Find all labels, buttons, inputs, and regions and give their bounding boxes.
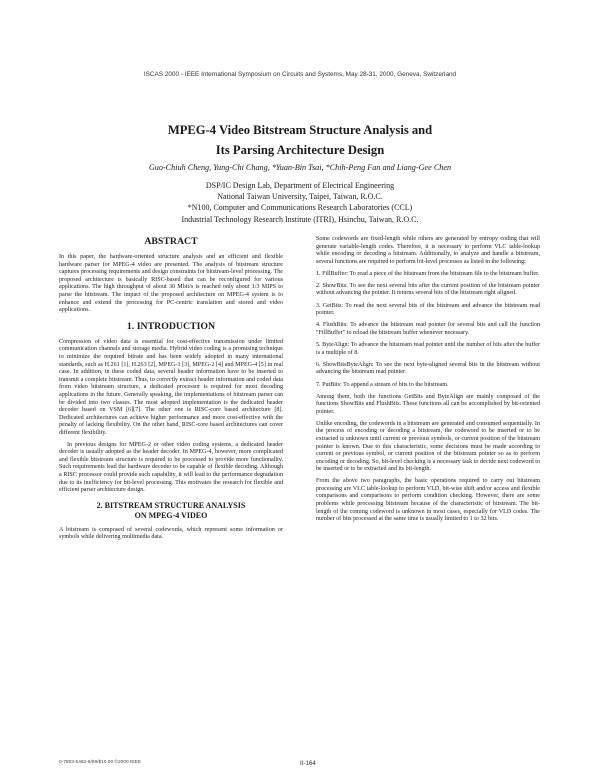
section-2-heading <box>59 501 283 521</box>
affiliation-line: National Taiwan University, Taipei, Taiwan, R.O.C. <box>217 192 383 202</box>
paper-title <box>0 120 600 160</box>
intro-paragraph: In previous designs for MPEG-2 or other video coding systems, a dedicated header decoder is usually adopted as the header decoder. In MPEG-4, however, more complicated and flexible bitstream structure is required to be processed to provide more functionality. Such requirements lead the hardware decoder to be capable of flexible decoding. Although a RISC processor could provide such capability, it will lead to the performance degradation due to its inefficiency for bit-level processing. This motivates the research for flexible and efficient parser architecture design. <box>59 441 283 494</box>
function-item-fillbuffer: 1. FillBuffer: To read a piece of the bitstream from the bitstream file to the bitstream buffer. <box>316 270 540 277</box>
function-item-showbits: 2. ShowBits: To see the next several bits after the current position of the bitstream pointer without advancing the pointer. It returns several bits of the bitstream right aligned. <box>316 282 540 297</box>
title-line-1: MPEG-4 Video Bitstream Structure Analysis and <box>167 123 433 137</box>
section-2-heading-line-1: 2. BITSTREAM STRUCTURE ANALYSIS <box>96 500 246 510</box>
section-2-heading-line-2: ON MPEG-4 VIDEO <box>134 510 208 520</box>
introduction-heading: 1. INTRODUCTION <box>126 320 216 332</box>
copyright-footer: 0-7803-5482-6/99/$10.00 ©2000 IEEE <box>59 760 141 765</box>
title-line-2: Its Parsing Architecture Design <box>215 143 385 157</box>
intro-paragraph: Compression of video data is essential for cost-effective transmission under limited communication channels and storage media. Hybrid video coding is a promising technique to minimize the required bitrate and has been widely adopted in many international standards, such as H.261 [1], H.263 [2], MPEG-1 [3], MPEG-2 [4] and MPEG-4 [5] in real case. In addition, in these coded data, several header information have to be inserted to transmit a complete bitstream. Thus, to correctly extract header information and coded data from video bitstream structure, a dedicated processor is required for most decoding applications in the future. Generally speaking, the implementations of bitstream parser can be divided into two classes. The most adopted implementation is the dedicated header decoder based on VSM [6][7]. The other one is RISC-core based architecture [8]. Dedicated architectures can achieve higher performance and more cost-effective with the penalty of lacking flexibility. On the other hand, RISC-core based architectures can cover different flexibility. <box>59 338 283 436</box>
affiliations <box>0 180 600 225</box>
right-paragraph: Some codewords are fixed-length while others are generated by entropy coding that will generate variable-length codes. Therefore, it is necessary to perform VLC table-lookup while encoding or decoding a bitstream. Additionally, to analyze and handle a bitstream, several functions are required to perform bit-level processes as listed in the following: <box>316 236 540 265</box>
abstract-heading: ABSTRACT <box>144 236 198 247</box>
right-paragraph: Unlike encoding, the codewords in a bitstream are generated and consumed sequentially. In the process of encoding or decoding a bitstream, the codeword to be inserted or to be extracted is unknown until current or previous symbols, or current position of the bitstream pointer is known. Due to this characteristic, some decisions must be made according to current or previous symbol, or current position of the bitstream pointer so as to perform encoding or decoding. So, bit-level checking is a necessary task to decide next codeword to be inserted or to be extracted and its bit-length. <box>316 420 540 473</box>
function-item-bytealign: 5. ByteAlign: To advance the bitstream read pointer until the number of bits after the buffer is a multiple of 8. <box>316 342 540 356</box>
section-2-paragraph: A bitstream is composed of several codewords, which represent some information or symbols while delivering multimedia data. <box>59 526 283 541</box>
function-item-flushbits: 4. FlushBits: To advance the bitstream read pointer for several bits and call the function "FillBuffer" to reload the bitstream buffer whenever necessary. <box>316 322 540 336</box>
function-item-getbits: 3. GetBits: To read the next several bits of the bitstream and advance the bitstream read pointer. <box>316 302 540 317</box>
right-paragraph: Among them, both the functions GetBits and ByteAlign are mainly composed of the functions ShowBits and FlushBits. These functions all can be accomplished by bit-oriented pointer. <box>316 393 540 416</box>
left-column <box>59 236 283 546</box>
page-number: II-164 <box>300 760 316 767</box>
function-item-putbits: 7. PutBits: To append a stream of bits to the bitstream. <box>316 381 449 388</box>
conference-header: ISCAS 2000 - IEEE International Symposium on Circuits and Systems, May 28-31, 2000, Geneva, Switzerland <box>143 71 457 78</box>
affiliation-line: *N100, Computer and Communications Research Laboratories (CCL) <box>187 203 413 213</box>
author-list: Guo-Chiuh Cheng, Yung-Chi Chang, *Yuan-Bin Tsai, *Chih-Peng Fan and Liang-Gee Chen <box>148 163 452 172</box>
affiliation-line: DSP/IC Design Lab, Department of Electrical Engineering <box>205 181 395 190</box>
function-item-showbitsbytealign: 6. ShowBitsByteAlign: To see the next byte-aligned several bits in the bitstream without advancing the bitstream read pointer. <box>316 361 540 376</box>
right-paragraph: From the above two paragraphs, the basic operations required to carry out bitstream processing are VLC table-lookup to perform VLD, bit-wise shift and/or access and flexible comparisons and comparisons to perform condition checking. However, there are some problems while processing bitstream because of the characteristic of bitstream. The bit-length of the coming codeword is unknown in most cases, especially for VLD codes. The number of bits processed at the same time is usually limited to 1 to 32 bits. <box>316 478 540 523</box>
abstract-text: In this paper, the hardware-oriented structure analysis and an efficient and flexible hardware parser for MPEG-4 video are presented. The analysis of bitstream structure captures processing requirements and design constraints for bitstream-level processing. The proposed architecture is basically RISC-based that can be reconfigured for various applications. The high throughput of about 30 Mbit/s is reached only about 1/3 MIPS to parse the bitstream. The impact of the proposed architecture on MPEG-4 system is to enhance and extend the processing for PC-centric translation and stored and video applications. <box>59 254 283 314</box>
right-column <box>316 236 540 528</box>
affiliation-line: Industrial Technology Research Institute (ITRI), Hsinchu, Taiwan, R.O.C. <box>181 214 419 224</box>
